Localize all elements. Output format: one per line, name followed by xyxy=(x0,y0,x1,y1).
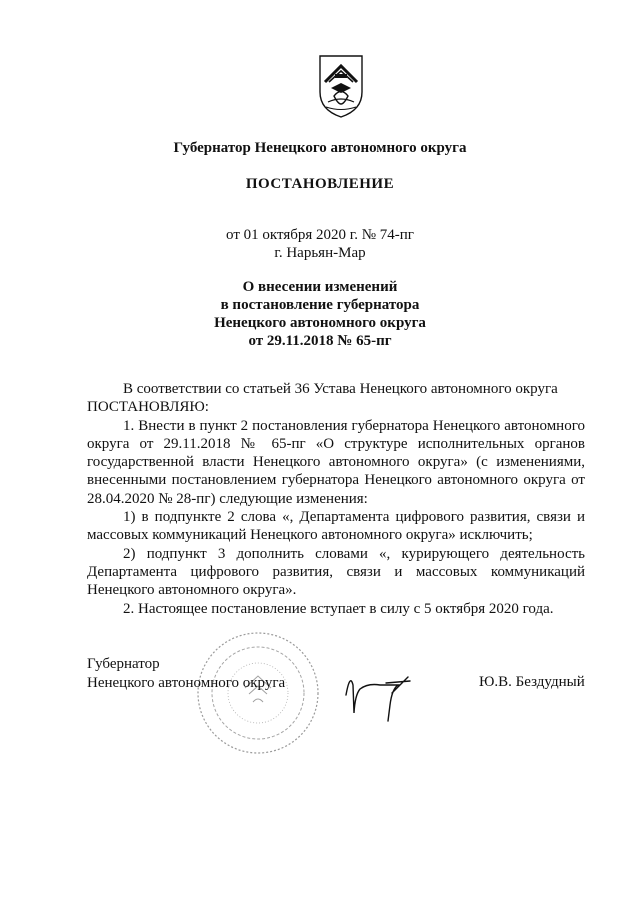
title-line: О внесении изменений xyxy=(242,279,398,295)
signatory-title-line: Ненецкого автономного округа xyxy=(87,675,286,691)
item-1-subitem-2: 2) подпункт 3 дополнить словами «, курирующего деятельность Департамента цифрового развития, связи и массовых коммуникаций Ненецкого автономного округа». xyxy=(87,545,585,599)
signatory-name: Ю.В. Бездудный xyxy=(479,674,585,690)
item-2: 2. Настоящее постановление вступает в силу с 5 октября 2020 года. xyxy=(123,600,554,617)
nenets-coat-of-arms-icon xyxy=(316,52,366,120)
signatory-title xyxy=(87,655,285,693)
signatory-title-line: Губернатор xyxy=(87,656,160,672)
author-heading: Губернатор Ненецкого автономного округа xyxy=(173,140,467,156)
document-type: ПОСТАНОВЛЕНИЕ xyxy=(245,176,395,192)
document-body xyxy=(87,380,585,618)
official-seal-icon xyxy=(195,630,321,756)
document-title xyxy=(0,278,640,350)
item-1-subitem-1: 1) в подпункте 2 слова «, Департамента цифрового развития, связи и массовых коммуникаций Ненецкого автономного округа» исключить; xyxy=(87,509,585,544)
decree-word: ПОСТАНОВЛЯЮ: xyxy=(87,399,209,416)
city: г. Нарьян-Мар xyxy=(274,245,366,261)
intro-paragraph: В соответствии со статьей 36 Устава Ненецкого автономного округа xyxy=(123,381,558,397)
title-line: в постановление губернатора xyxy=(220,297,420,313)
handwritten-signature-icon xyxy=(340,655,432,727)
date-number: от 01 октября 2020 г. № 74-пг xyxy=(226,227,414,243)
title-line: Ненецкого автономного округа xyxy=(214,315,426,331)
title-line: от 29.11.2018 № 65-пг xyxy=(248,333,392,349)
item-1: 1. Внести в пункт 2 постановления губернатора Ненецкого автономного округа от 29.11.2018 № 65-пг «О структуре исполнительных органов государственной власти Ненецкого автономного округа» (с изменениями, внесенными постановлением губернатора Ненецкого автономного округа от 28.04.2020 № 28-пг) следующие изменения: xyxy=(87,417,585,507)
